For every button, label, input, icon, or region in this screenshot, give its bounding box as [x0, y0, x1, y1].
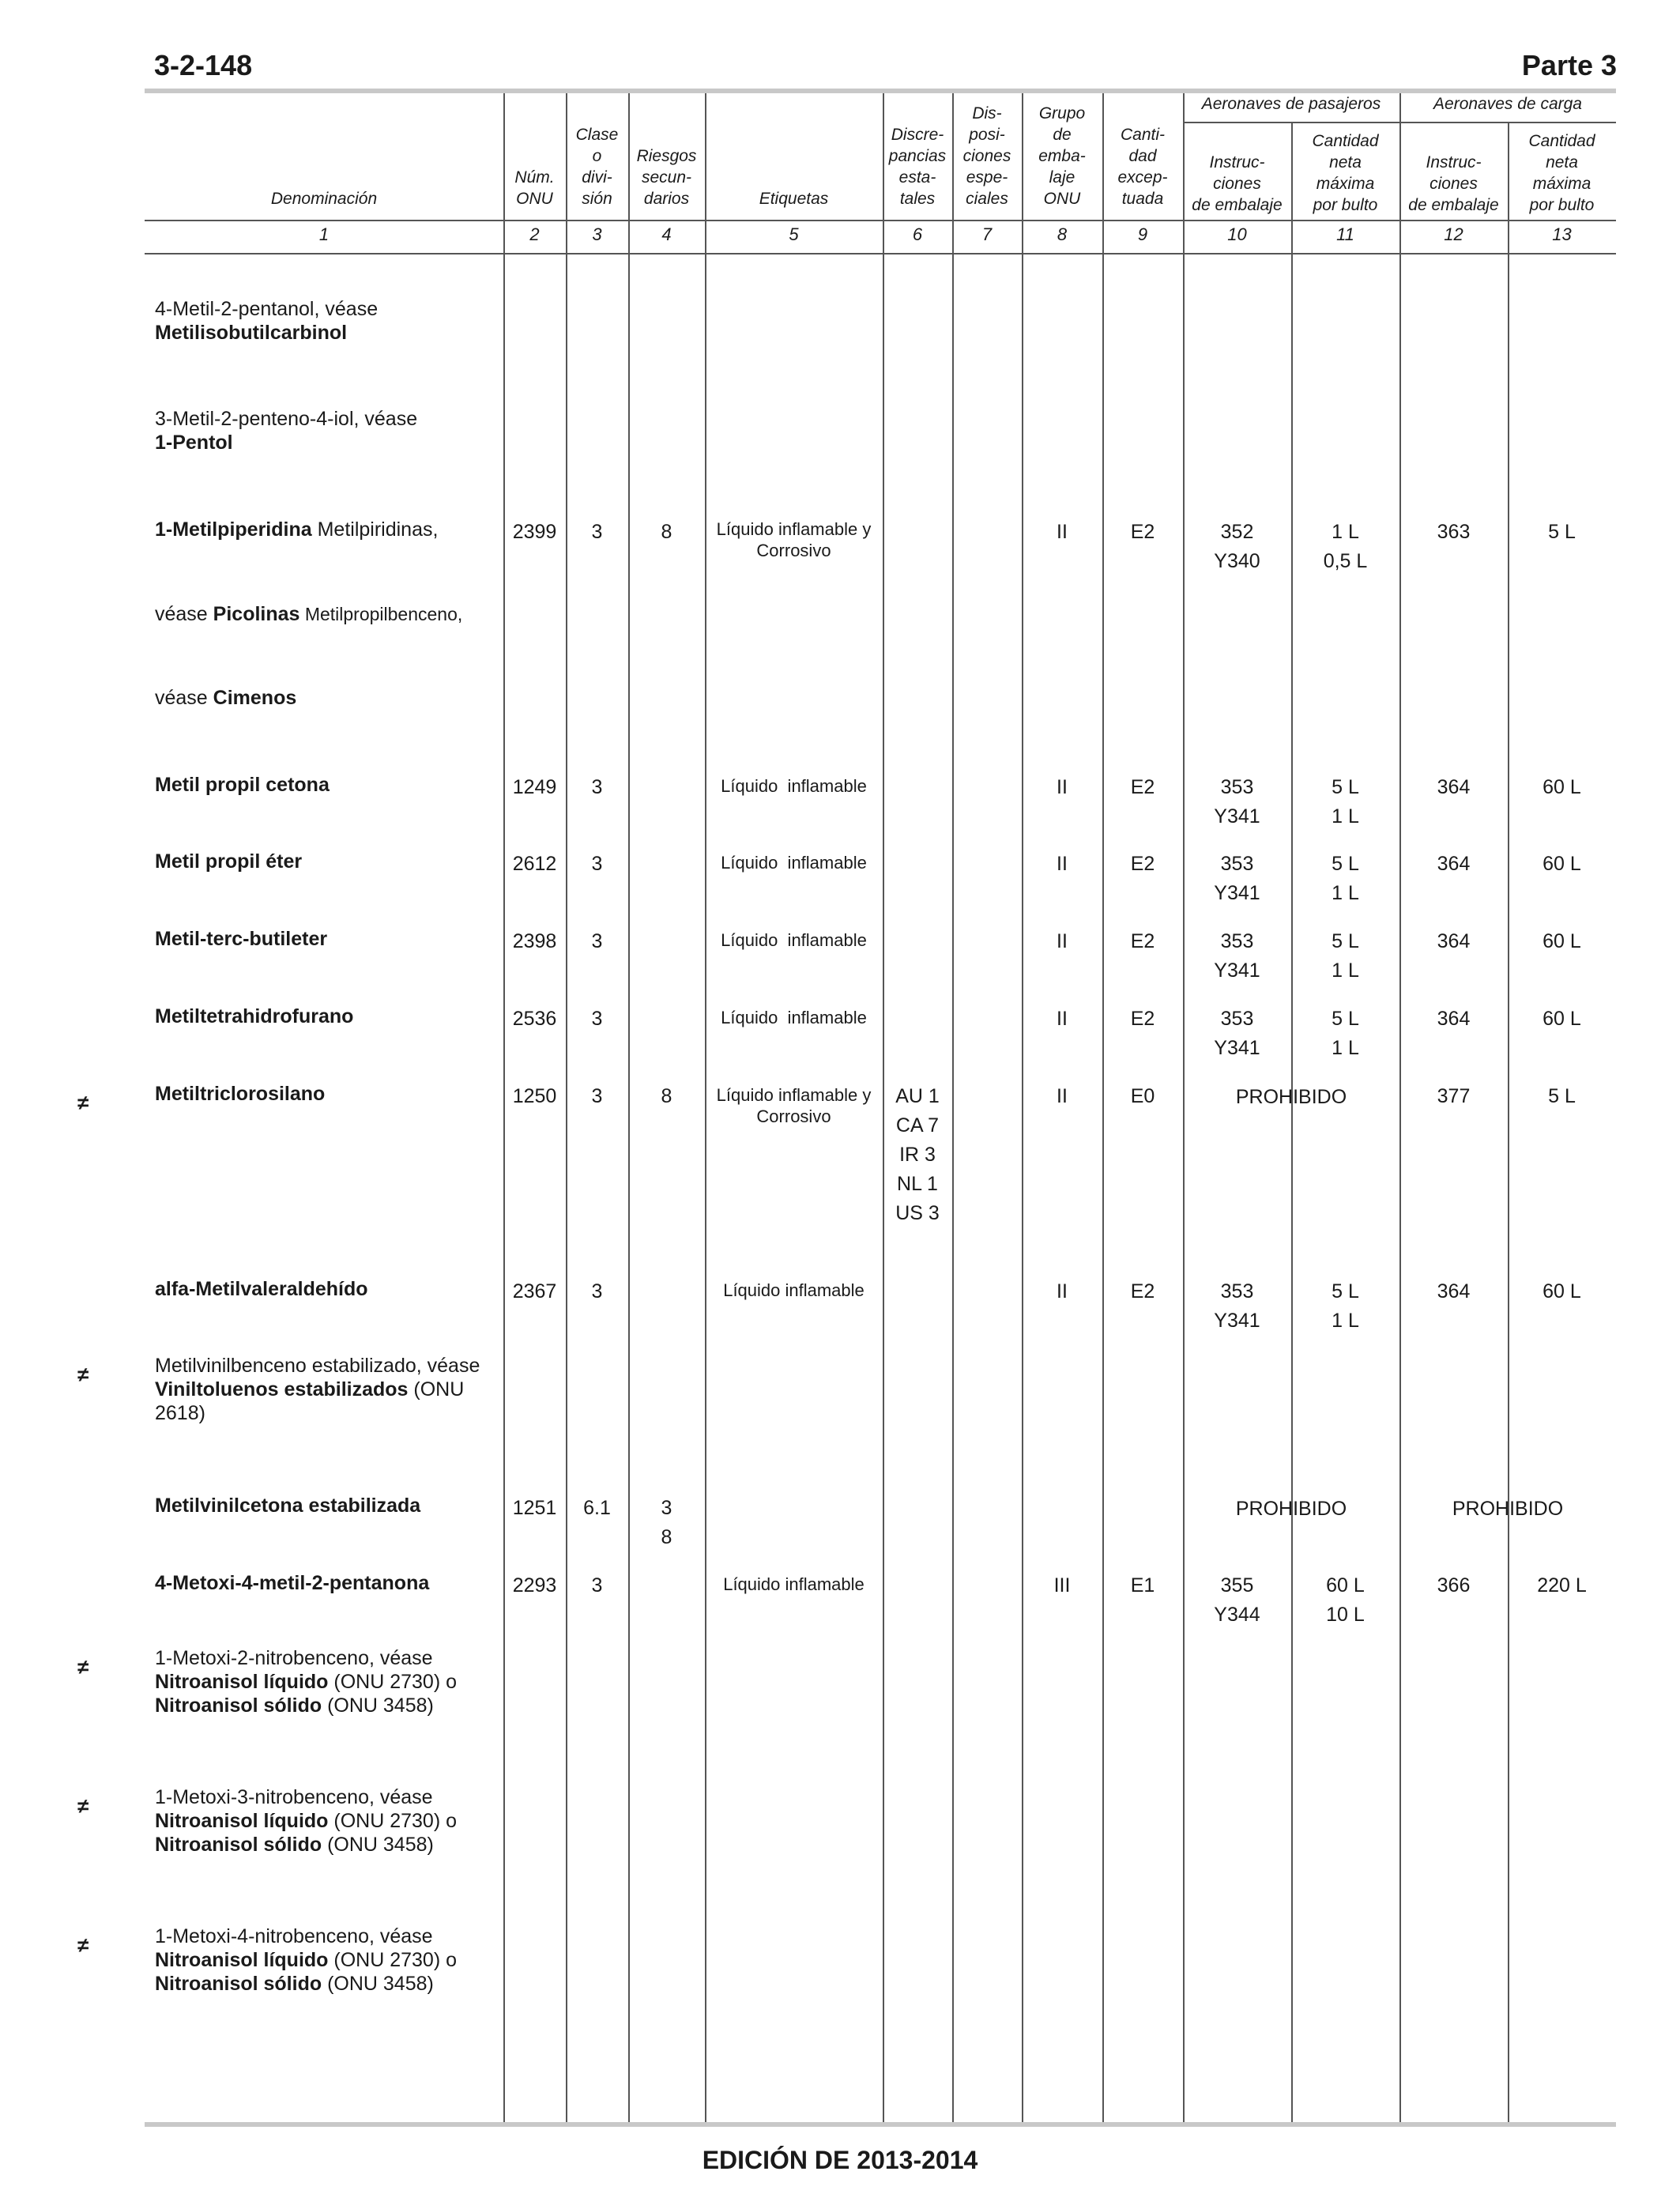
- labels: Líquido inflamable: [723, 1280, 864, 1300]
- class: 3: [591, 776, 603, 798]
- change-mark: ≠: [77, 1655, 89, 1679]
- excepted-qty: E2: [1130, 776, 1155, 798]
- cargo-max-qty: 60 L: [1543, 1280, 1581, 1302]
- col-number: 5: [789, 224, 799, 244]
- row-text: 3-Metil-2-penteno-4-iol, véase: [155, 408, 418, 430]
- labels: Líquido inflamable: [721, 776, 867, 796]
- row-text: (ONU: [408, 1378, 465, 1400]
- labels: Líquido inflamable: [723, 1574, 864, 1594]
- pax-max-qty: 5 L 1 L: [1332, 930, 1359, 982]
- packing-group: II: [1057, 1008, 1068, 1030]
- col-number: 1: [318, 224, 330, 244]
- row-text: (ONU 2730) o: [328, 1810, 457, 1832]
- col-header-10: Instruc- ciones de embalaje: [1192, 153, 1283, 214]
- row-name: 1-Metilpiperidina: [155, 518, 312, 541]
- labels: Líquido inflamable y Corrosivo: [716, 1085, 872, 1126]
- row-reference: Nitroanisol sólido: [155, 1695, 322, 1717]
- change-mark: ≠: [77, 1363, 89, 1386]
- class: 3: [591, 1008, 603, 1030]
- excepted-qty: E2: [1130, 930, 1155, 952]
- row-name: alfa-Metilvaleraldehído: [155, 1278, 368, 1300]
- col-number: 8: [1057, 224, 1068, 244]
- pax-forbidden: PROHIBIDO: [1235, 1086, 1347, 1108]
- row-text: véase: [155, 603, 213, 625]
- excepted-qty: E2: [1130, 853, 1155, 875]
- class: 3: [591, 930, 603, 952]
- change-mark: ≠: [77, 1091, 89, 1114]
- col-header-9: Canti- dad excep- tuada: [1117, 126, 1168, 208]
- row-text: Metilpiridinas,: [311, 518, 439, 541]
- group-header-cargo: Aeronaves de carga: [1433, 95, 1582, 113]
- class: 3: [591, 853, 603, 875]
- row-name: Metiltetrahidrofurano: [155, 1005, 354, 1027]
- row-reference: Metilisobutilcarbinol: [155, 322, 348, 344]
- cargo-max-qty: 5 L: [1548, 1085, 1576, 1107]
- col-number: 10: [1227, 224, 1247, 244]
- row-text: 1-Metoxi-4-nitrobenceno, véase: [155, 1925, 433, 1947]
- table-row: [155, 407, 503, 454]
- cargo-packing-instruction: 364: [1437, 1008, 1471, 1030]
- pax-packing-instruction: 353 Y341: [1214, 853, 1260, 904]
- row-name: Metiltriclorosilano: [155, 1083, 326, 1105]
- row-text: véase: [155, 687, 213, 709]
- row-name: 4-Metoxi-4-metil-2-pentanona: [155, 1572, 430, 1594]
- class: 3: [591, 1280, 603, 1302]
- packing-group: II: [1057, 776, 1068, 798]
- pax-max-qty: 5 L 1 L: [1332, 1280, 1359, 1332]
- col-header-4: Riesgos secun- darios: [636, 147, 697, 208]
- row-text: Metilpropilbenceno,: [299, 604, 463, 624]
- row-text: Metilvinilbenceno estabilizado, véase: [155, 1355, 480, 1377]
- table-row: [155, 1354, 503, 1425]
- class: 3: [591, 521, 603, 543]
- cargo-packing-instruction: 364: [1437, 853, 1471, 875]
- row-text: 1-Metoxi-3-nitrobenceno, véase: [155, 1786, 433, 1808]
- labels: Líquido inflamable: [721, 1008, 867, 1027]
- packing-group: III: [1053, 1574, 1071, 1596]
- page-number: 3-2-148: [154, 49, 253, 81]
- col-number: 9: [1137, 224, 1148, 244]
- edition-footer: EDICIÓN DE 2013-2014: [702, 2146, 978, 2174]
- subsidiary-risk: 3 8: [661, 1497, 672, 1548]
- row-reference: Nitroanisol líquido: [155, 1949, 329, 1971]
- pax-max-qty: 5 L 1 L: [1332, 776, 1359, 827]
- un-number: 2367: [512, 1280, 557, 1302]
- state-variations: AU 1 CA 7 IR 3 NL 1 US 3: [895, 1085, 940, 1224]
- col-header-6: Discre- pancias esta- tales: [888, 126, 947, 208]
- row-text: (ONU 3458): [322, 1695, 434, 1717]
- col-number: 3: [592, 224, 602, 244]
- un-number: 2399: [512, 521, 557, 543]
- row-text: (ONU 2730) o: [328, 1671, 457, 1693]
- labels: Líquido inflamable: [721, 930, 867, 950]
- table-row: [155, 1924, 503, 1996]
- excepted-qty: E2: [1130, 521, 1155, 543]
- change-mark: ≠: [77, 1933, 89, 1957]
- row-reference: Cimenos: [213, 687, 297, 709]
- row-name: Metil-terc-butileter: [155, 928, 328, 950]
- row-text: (ONU 3458): [322, 1834, 434, 1856]
- packing-group: II: [1057, 930, 1068, 952]
- class: 6.1: [583, 1497, 611, 1519]
- cargo-packing-instruction: 364: [1437, 776, 1471, 798]
- group-header-passenger: Aeronaves de pasajeros: [1201, 95, 1381, 113]
- pax-packing-instruction: 353 Y341: [1214, 930, 1260, 982]
- row-name: Metilvinilcetona estabilizada: [155, 1495, 421, 1517]
- un-number: 1249: [512, 776, 557, 798]
- un-number: 2293: [512, 1574, 557, 1596]
- row-reference: Nitroanisol sólido: [155, 1973, 322, 1995]
- table-row: [155, 686, 503, 710]
- col-header-12: Instruc- ciones de embalaje: [1408, 153, 1499, 214]
- change-mark: ≠: [77, 1794, 89, 1818]
- col-number: 6: [912, 224, 923, 244]
- row-text: 2618): [155, 1402, 205, 1424]
- col-number: 2: [529, 224, 540, 244]
- class: 3: [591, 1085, 603, 1107]
- col-header-11: Cantidad neta máxima por bulto: [1312, 132, 1379, 214]
- col-number: 11: [1336, 224, 1354, 244]
- col-number: 4: [661, 224, 672, 244]
- pax-max-qty: 5 L 1 L: [1332, 1008, 1359, 1059]
- pax-packing-instruction: 353 Y341: [1214, 1008, 1260, 1059]
- packing-group: II: [1057, 853, 1068, 875]
- bottom-rule: [145, 2122, 1616, 2127]
- col-number: 12: [1444, 224, 1463, 244]
- excepted-qty: E1: [1130, 1574, 1155, 1596]
- cargo-max-qty: 60 L: [1543, 776, 1581, 798]
- packing-group: II: [1057, 1085, 1068, 1107]
- pax-packing-instruction: 353 Y341: [1214, 1280, 1260, 1332]
- cargo-max-qty: 5 L: [1548, 521, 1576, 543]
- top-rule: [145, 89, 1616, 93]
- excepted-qty: E2: [1130, 1280, 1155, 1302]
- row-name: Metil propil cetona: [155, 774, 330, 796]
- table-row: [155, 1646, 503, 1717]
- un-number: 2536: [512, 1008, 557, 1030]
- cargo-max-qty: 220 L: [1537, 1574, 1587, 1596]
- col-header-8: Grupo de emba- laje ONU: [1038, 104, 1086, 208]
- col-header-1: Denominación: [270, 190, 378, 208]
- cargo-packing-instruction: 364: [1437, 930, 1471, 952]
- cargo-forbidden: PROHIBIDO: [1452, 1498, 1564, 1520]
- row-text: 1-Metoxi-2-nitrobenceno, véase: [155, 1647, 433, 1669]
- cargo-packing-instruction: 366: [1437, 1574, 1471, 1596]
- class: 3: [591, 1574, 603, 1596]
- excepted-qty: E0: [1130, 1085, 1155, 1107]
- excepted-qty: E2: [1130, 1008, 1155, 1030]
- row-reference: 1-Pentol: [155, 432, 233, 454]
- row-reference: Viniltoluenos estabilizados: [155, 1378, 409, 1400]
- col-header-13: Cantidad neta máxima por bulto: [1528, 132, 1595, 214]
- pax-forbidden: PROHIBIDO: [1235, 1498, 1347, 1520]
- table-row: [155, 518, 518, 541]
- row-text: 4-Metil-2-pentanol, véase: [155, 298, 379, 320]
- subsidiary-risk: 8: [661, 521, 672, 543]
- cargo-max-qty: 60 L: [1543, 930, 1581, 952]
- labels: Líquido inflamable: [721, 853, 867, 873]
- table-row: [155, 602, 518, 626]
- row-reference: Nitroanisol líquido: [155, 1671, 329, 1693]
- cargo-packing-instruction: 377: [1437, 1085, 1471, 1107]
- packing-group: II: [1057, 521, 1068, 543]
- cargo-packing-instruction: 363: [1437, 521, 1471, 543]
- col-header-5: Etiquetas: [759, 190, 829, 208]
- col-number: 7: [981, 224, 993, 244]
- pax-max-qty: 60 L 10 L: [1326, 1574, 1365, 1626]
- col-number: 13: [1552, 224, 1572, 244]
- un-number: 2398: [512, 930, 557, 952]
- row-text: (ONU 3458): [322, 1973, 434, 1995]
- col-header-2: Núm. ONU: [514, 168, 555, 208]
- pax-packing-instruction: 353 Y341: [1214, 776, 1260, 827]
- row-name: Metil propil éter: [155, 850, 303, 873]
- un-number: 2612: [512, 853, 557, 875]
- pax-packing-instruction: 352 Y340: [1214, 521, 1260, 572]
- un-number: 1251: [512, 1497, 557, 1519]
- table-row: [155, 297, 503, 345]
- cargo-max-qty: 60 L: [1543, 1008, 1581, 1030]
- cargo-packing-instruction: 364: [1437, 1280, 1471, 1302]
- un-number: 1250: [512, 1085, 557, 1107]
- cargo-max-qty: 60 L: [1543, 853, 1581, 875]
- part-title: Parte 3: [1521, 49, 1617, 81]
- pax-packing-instruction: 355 Y344: [1214, 1574, 1260, 1626]
- packing-group: II: [1057, 1280, 1068, 1302]
- col-header-3: Clase o divi- sión: [575, 126, 619, 208]
- table-row: [155, 1785, 503, 1857]
- row-reference: Nitroanisol líquido: [155, 1810, 329, 1832]
- pax-max-qty: 1 L 0,5 L: [1323, 521, 1368, 572]
- row-reference: Picolinas: [213, 603, 300, 625]
- subsidiary-risk: 8: [661, 1085, 672, 1107]
- labels: Líquido inflamable y Corrosivo: [716, 519, 872, 560]
- pax-max-qty: 5 L 1 L: [1332, 853, 1359, 904]
- row-text: (ONU 2730) o: [328, 1949, 457, 1971]
- col-header-7: Dis- posi- ciones espe- ciales: [962, 104, 1011, 208]
- row-reference: Nitroanisol sólido: [155, 1834, 322, 1856]
